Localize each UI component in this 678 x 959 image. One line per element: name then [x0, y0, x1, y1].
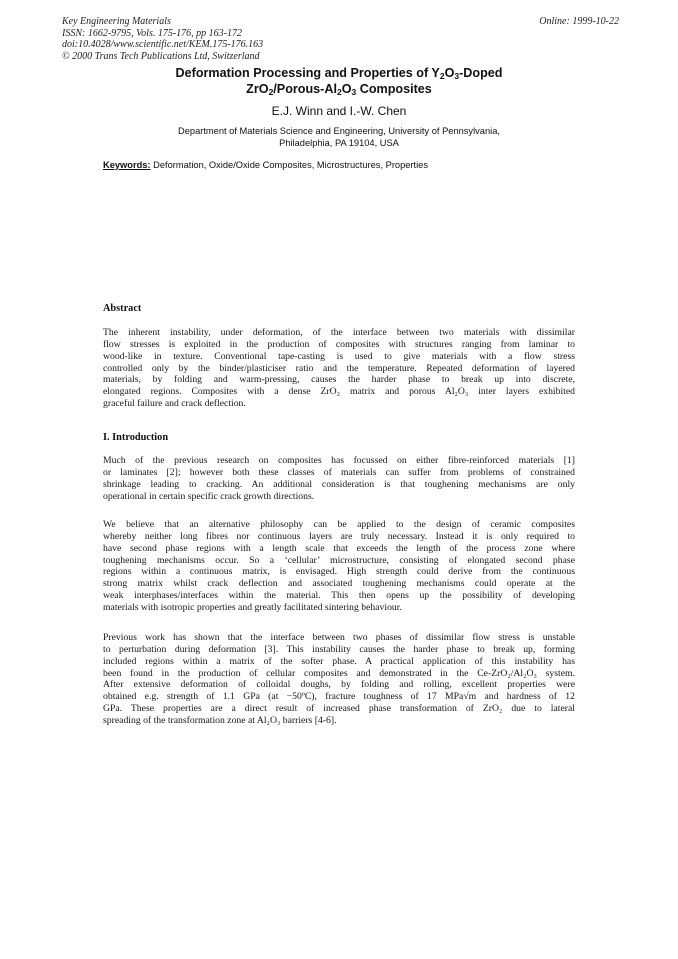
keywords-label: Keywords:: [103, 160, 151, 170]
text-line: strong matrix whilst crack deflection and associated toughening mechanisms could operate at the: [103, 578, 575, 590]
text-line: shrinkage leading to cracking. An additional consideration is that toughening mechanisms are only: [103, 478, 575, 490]
text-line: to perturbation during deformation [3]. This instability causes the harder phase to break up, forming: [103, 643, 575, 655]
intro-paragraph-2: [103, 519, 575, 614]
text-line: flow stresses is exploited in the production of composites with structures ranging from laminar to: [103, 338, 575, 350]
text-line: spreading of the transformation zone at Al₂O₃ barriers [4-6].: [103, 714, 337, 726]
affiliation-line: Department of Materials Science and Engineering, University of Pennsylvania,: [178, 126, 500, 136]
text-line: wood-like in texture. Conventional tape-casting is used to give materials with a flow stress: [103, 350, 575, 362]
text-line: graceful failure and crack deflection.: [103, 398, 246, 410]
text-line: GPa. These properties are a direct result of increased phase transformation of ZrO₂ due to lateral: [103, 703, 575, 715]
text-line: toughening mechanisms occur. So a ‘cellular’ microstructure, consisting of elongated second phase: [103, 554, 575, 566]
online-date: Online: 1999-10-22: [539, 16, 619, 27]
issn-line: ISSN: 1662-9795, Vols. 175-176, pp 163-172: [62, 27, 242, 39]
text-line: regions within a continuous matrix, is envisaged. High strength could derive from the continuous: [103, 566, 575, 578]
abstract-heading: Abstract: [103, 303, 142, 314]
text-line: Previous work has shown that the interface between two phases of dissimilar flow stress is unstable: [103, 632, 575, 643]
text-line: whereby neither long fibres nor continuous layers are truly necessary. Instead it is only required to: [103, 530, 575, 542]
abstract-text: [103, 327, 575, 410]
intro-paragraph-1: [103, 455, 575, 502]
affiliation-line: Philadelphia, PA 19104, USA: [279, 137, 399, 148]
paper-title: [0, 66, 678, 97]
copyright-line: © 2000 Trans Tech Publications Ltd, Switzerland: [62, 50, 260, 62]
title-line-1: Deformation Processing and Properties of $Y_2O_3$-Doped: [175, 66, 503, 81]
text-line: included regions within a matrix of the softer phase. A practical application of this instability has: [103, 655, 575, 667]
text-line: weak interphases/interfaces within the material. This then opens up the possibility of developing: [103, 590, 575, 602]
text-line: materials with isotropic properties and greatly facilitated sintering behaviour.: [103, 601, 402, 613]
text-line: have second phase regions with a length scale that exceeds the length of the process zone where: [103, 542, 575, 554]
affiliation: [0, 126, 678, 149]
journal-name: Key Engineering Materials: [62, 16, 171, 27]
text-line: been found in the production of cellular composites and demonstrated in the Ce-ZrO₂/Al₂O₃ system.: [103, 667, 575, 679]
introduction-heading: I. Introduction: [103, 432, 169, 443]
intro-paragraph-3: [103, 632, 575, 727]
doi-line: doi:10.4028/www.scientific.net/KEM.175-176.163: [62, 39, 264, 51]
text-line: The inherent instability, under deformation, of the interface between two materials with dissimilar: [103, 327, 575, 338]
text-line: controlled only by the binder/plasticiser ratio and the temperature. Repeated deformation of layered: [103, 362, 575, 374]
keywords: [103, 160, 428, 170]
text-line: materials, by folding and warm-pressing, causes the harder phase to break up into discrete,: [103, 374, 575, 386]
text-line: operational in certain specific crack growth directions.: [103, 490, 315, 502]
text-line: After extensive deformation of colloidal doughs, by folding and rolling, excellent properties were: [103, 679, 575, 691]
title-line-2: $ZrO_2/Porous-Al_2O_3$ Composites: [246, 81, 432, 97]
journal-metadata: [62, 16, 263, 62]
text-line: Much of the previous research on composites has focussed on either fibre-reinforced materials [1]: [103, 455, 575, 466]
text-line: or laminates [2]; however both these classes of materials can suffer from problems of constrained: [103, 466, 575, 478]
text-line: We believe that an alternative philosophy can be applied to the design of ceramic composites: [103, 519, 575, 530]
authors: E.J. Winn and I.-W. Chen: [271, 104, 407, 118]
text-line: obtained e.g. strength of 1.1 GPa (at −50ºC), fracture toughness of 17 MPa√m and hardness of 12: [103, 691, 575, 703]
text-line: elongated regions. Composites with a dense ZrO₂ matrix and porous Al₂O₃ inter layers exhibited: [103, 386, 575, 398]
keywords-text: Deformation, Oxide/Oxide Composites, Microstructures, Properties: [150, 160, 428, 170]
